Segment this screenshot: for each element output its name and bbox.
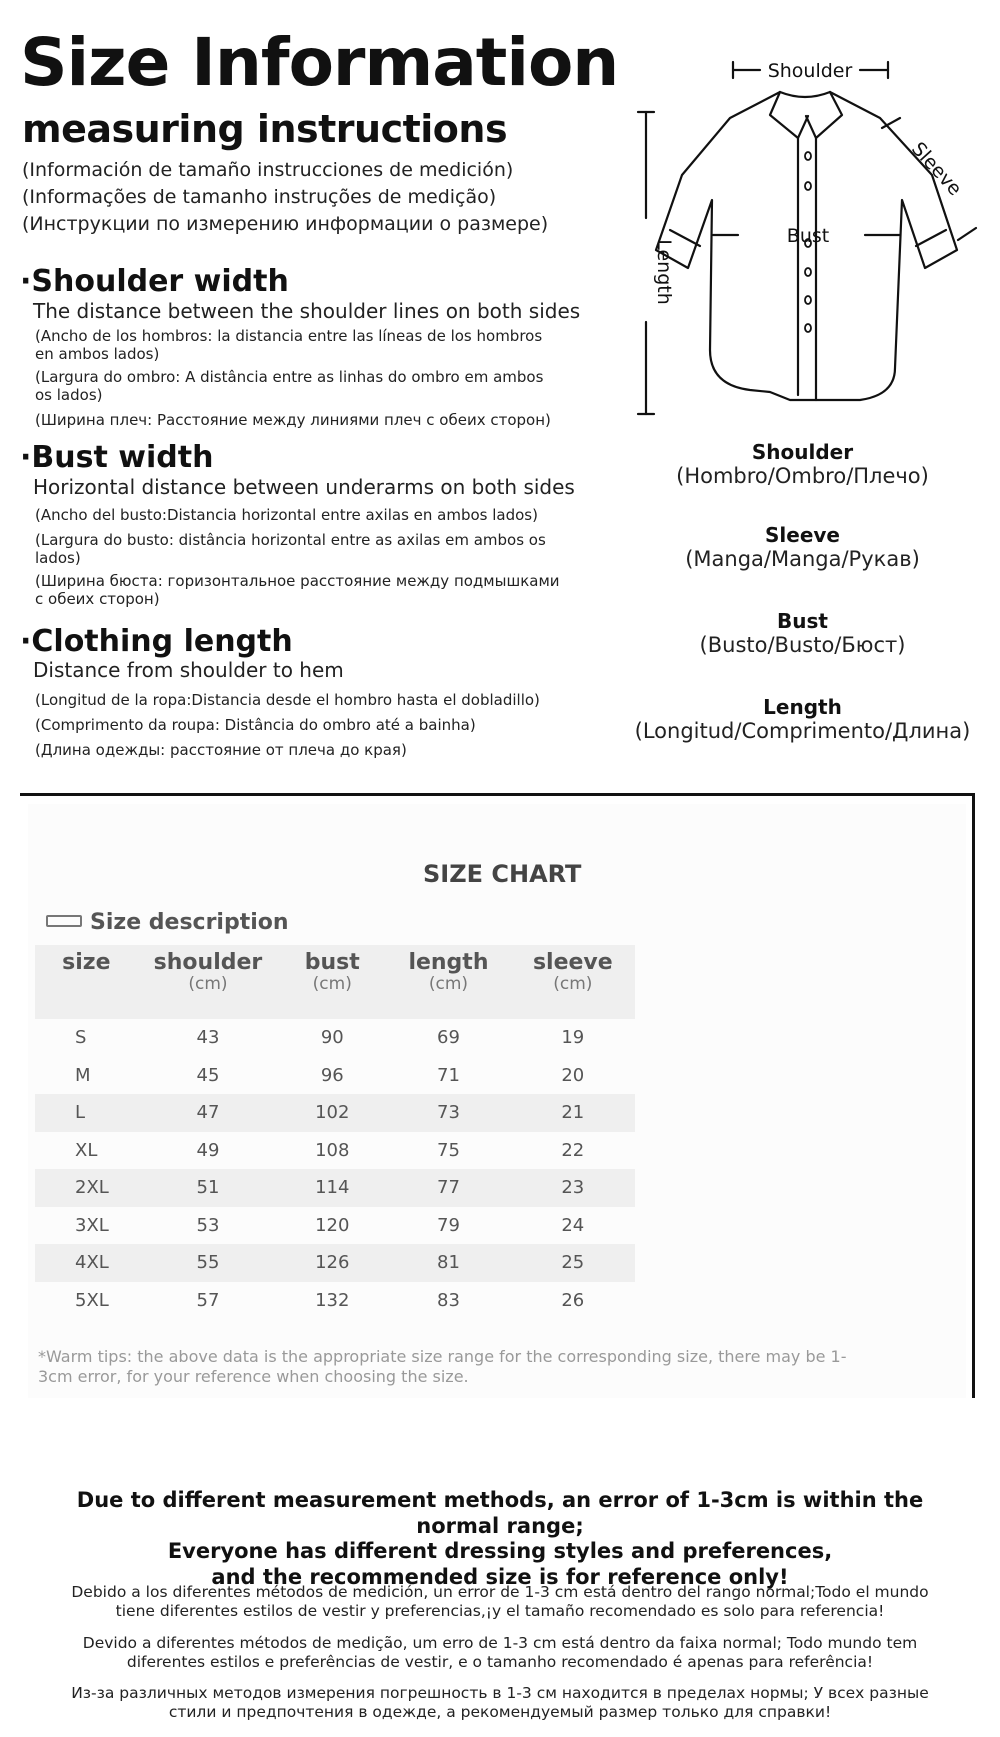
page-subtitle: measuring instructions	[22, 107, 508, 151]
legend-item-bust	[630, 609, 975, 658]
cell-size: 3XL	[75, 1214, 109, 1236]
section-desc-length: Distance from shoulder to hem	[33, 658, 344, 682]
cell-size: 4XL	[35, 1244, 138, 1282]
size-description-text: Size description	[90, 910, 289, 935]
shirt-diagram	[620, 50, 980, 420]
cell-size: XL	[75, 1139, 98, 1161]
cell-shoulder: 57	[196, 1289, 220, 1311]
cell-size: 5XL	[75, 1289, 109, 1311]
cell-sleeve: 20	[561, 1064, 585, 1086]
legend-trans: (Manga/Manga/Рукав)	[685, 547, 920, 571]
legend-term: Length	[763, 695, 842, 719]
cell-length: 75	[437, 1139, 460, 1161]
intro-line-portuguese: (Informações de tamanho instruções de medição)	[22, 186, 497, 208]
cell-shoulder: 53	[196, 1214, 220, 1236]
cell-sleeve: 21	[511, 1094, 635, 1132]
intro-line-spanish: (Información de tamaño instrucciones de medición)	[22, 159, 514, 181]
table-row	[35, 1019, 635, 1057]
sleeve-measure-tick-bottom	[958, 228, 976, 240]
intro-line-russian: (Инструкции по измерению информации о размере)	[22, 213, 549, 235]
cell-size: 2XL	[35, 1169, 138, 1207]
cell-shoulder: 51	[138, 1169, 279, 1207]
cell-size: M	[75, 1064, 91, 1086]
table-row	[35, 1282, 635, 1320]
cell-bust: 114	[278, 1169, 386, 1207]
legend-trans: (Busto/Busto/Бюст)	[699, 633, 906, 657]
cell-length: 77	[386, 1169, 510, 1207]
warm-tips: *Warm tips: the above data is the appropriate size range for the corresponding size, there may be 1-3cm error, for your reference when choosing the size.	[38, 1347, 847, 1386]
header-sleeve: sleeve (cm)	[532, 950, 613, 995]
cell-length: 83	[437, 1289, 460, 1311]
section-trans-bust-ru: (Ширина бюста: горизонтальное расстояние между подмышками с обеих сторон)	[35, 572, 560, 608]
cell-shoulder: 45	[196, 1064, 220, 1086]
cell-shoulder: 49	[196, 1139, 220, 1161]
cell-shoulder: 43	[196, 1027, 220, 1049]
cell-bust: 96	[320, 1064, 344, 1086]
cell-sleeve: 19	[561, 1027, 585, 1049]
page-title: Size Information	[20, 24, 619, 101]
section-trans-bust-es: (Ancho del busto:Distancia horizontal entre axilas en ambos lados)	[35, 506, 538, 524]
table-row	[35, 1244, 635, 1282]
cell-bust: 126	[278, 1244, 386, 1282]
legend-trans: (Hombro/Ombro/Плечо)	[676, 464, 929, 488]
cell-size: S	[75, 1027, 87, 1049]
legend-item-sleeve	[630, 523, 975, 572]
section-heading-bust: ·Bust width	[20, 440, 214, 475]
legend-trans: (Longitud/Comprimento/Длина)	[634, 719, 971, 743]
ruler-icon	[46, 915, 82, 927]
section-heading-shoulder: ·Shoulder width	[20, 264, 289, 299]
note-russian: Из-за различных методов измерения погрешность в 1-3 см находится в пределах нормы; У всех разные стили и предпочтения в одежде, а рекомендуемый размер только для справки!	[71, 1684, 929, 1721]
cell-length: 73	[386, 1094, 510, 1132]
legend-term: Bust	[777, 609, 828, 633]
cell-shoulder: 55	[138, 1244, 279, 1282]
note-english-line: Everyone has different dressing styles and preferences,	[167, 1539, 833, 1564]
note-spanish: Debido a los diferentes métodos de medición, un error de 1-3 cm está dentro del rango normal;Todo el mundo tiene diferentes estilos de vestir y preferencias,¡y el tamaño recomendado es solo para referencia!	[71, 1583, 929, 1620]
table-header-row	[35, 945, 635, 1019]
section-desc-bust: Horizontal distance between underarms on both sides	[33, 475, 575, 499]
section-trans-length-ru: (Длина одежды: расстояние от плеча до края)	[35, 741, 407, 759]
cell-sleeve: 25	[511, 1244, 635, 1282]
cell-bust: 120	[315, 1214, 350, 1236]
cell-sleeve: 26	[561, 1289, 585, 1311]
diagram-label-shoulder: Shoulder	[767, 60, 853, 82]
size-table	[35, 945, 635, 1319]
section-trans-shoulder-pt: (Largura do ombro: A distância entre as linhas do ombro em ambos os lados)	[35, 368, 544, 404]
cell-length: 79	[437, 1214, 460, 1236]
note-english-line: and the recommended size is for reference only!	[211, 1564, 789, 1589]
note-portuguese: Devido a diferentes métodos de medição, um erro de 1-3 cm está dentro da faixa normal; Todo mundo tem diferentes estilos e preferências de vestir, e o tamanho recomendado é apenas para referência!	[82, 1634, 918, 1671]
table-row	[35, 1057, 635, 1095]
cell-shoulder: 47	[138, 1094, 279, 1132]
cell-bust: 102	[278, 1094, 386, 1132]
cell-sleeve: 24	[561, 1214, 585, 1236]
diagram-label-sleeve: Sleeve	[906, 137, 966, 200]
section-trans-bust-pt: (Largura do busto: distância horizontal entre as axilas em ambos os lados)	[35, 531, 546, 567]
section-trans-length-pt: (Comprimento da roupa: Distância do ombro até a bainha)	[35, 716, 476, 734]
cell-length: 81	[386, 1244, 510, 1282]
size-chart-title: SIZE CHART	[423, 860, 582, 888]
cell-sleeve: 23	[511, 1169, 635, 1207]
cell-size: L	[35, 1094, 138, 1132]
table-row	[35, 1207, 635, 1245]
section-trans-shoulder-es: (Ancho de los hombros: la distancia entre las líneas de los hombros en ambos lados)	[35, 327, 543, 363]
header-shoulder: shoulder (cm)	[153, 950, 263, 995]
cell-bust: 108	[315, 1139, 350, 1161]
header-size: size	[62, 950, 111, 975]
header-bust: bust (cm)	[304, 950, 360, 995]
cell-length: 69	[437, 1027, 460, 1049]
cell-bust: 132	[315, 1289, 350, 1311]
section-heading-length: ·Clothing length	[20, 624, 293, 659]
note-english-line: Due to different measurement methods, an error of 1-3cm is within the normal range;	[76, 1488, 924, 1538]
header-length: length (cm)	[408, 950, 489, 995]
section-trans-length-es: (Longitud de la ropa:Distancia desde el hombro hasta el dobladillo)	[35, 691, 540, 709]
section-trans-shoulder-ru: (Ширина плеч: Расстояние между линиями плеч с обеих сторон)	[35, 411, 551, 429]
cell-sleeve: 22	[561, 1139, 585, 1161]
legend-item-shoulder	[630, 440, 975, 489]
size-description-label	[46, 910, 289, 935]
legend-term: Sleeve	[765, 523, 840, 547]
note-english	[40, 1488, 960, 1590]
legend-term: Shoulder	[751, 440, 854, 464]
legend-item-length	[630, 695, 975, 744]
section-desc-shoulder: The distance between the shoulder lines on both sides	[33, 299, 581, 323]
cell-length: 71	[437, 1064, 460, 1086]
cell-bust: 90	[320, 1027, 344, 1049]
table-row	[35, 1094, 635, 1132]
diagram-label-length: Length	[653, 239, 675, 305]
diagram-label-bust: Bust	[786, 225, 830, 247]
table-row	[35, 1169, 635, 1207]
table-row	[35, 1132, 635, 1170]
